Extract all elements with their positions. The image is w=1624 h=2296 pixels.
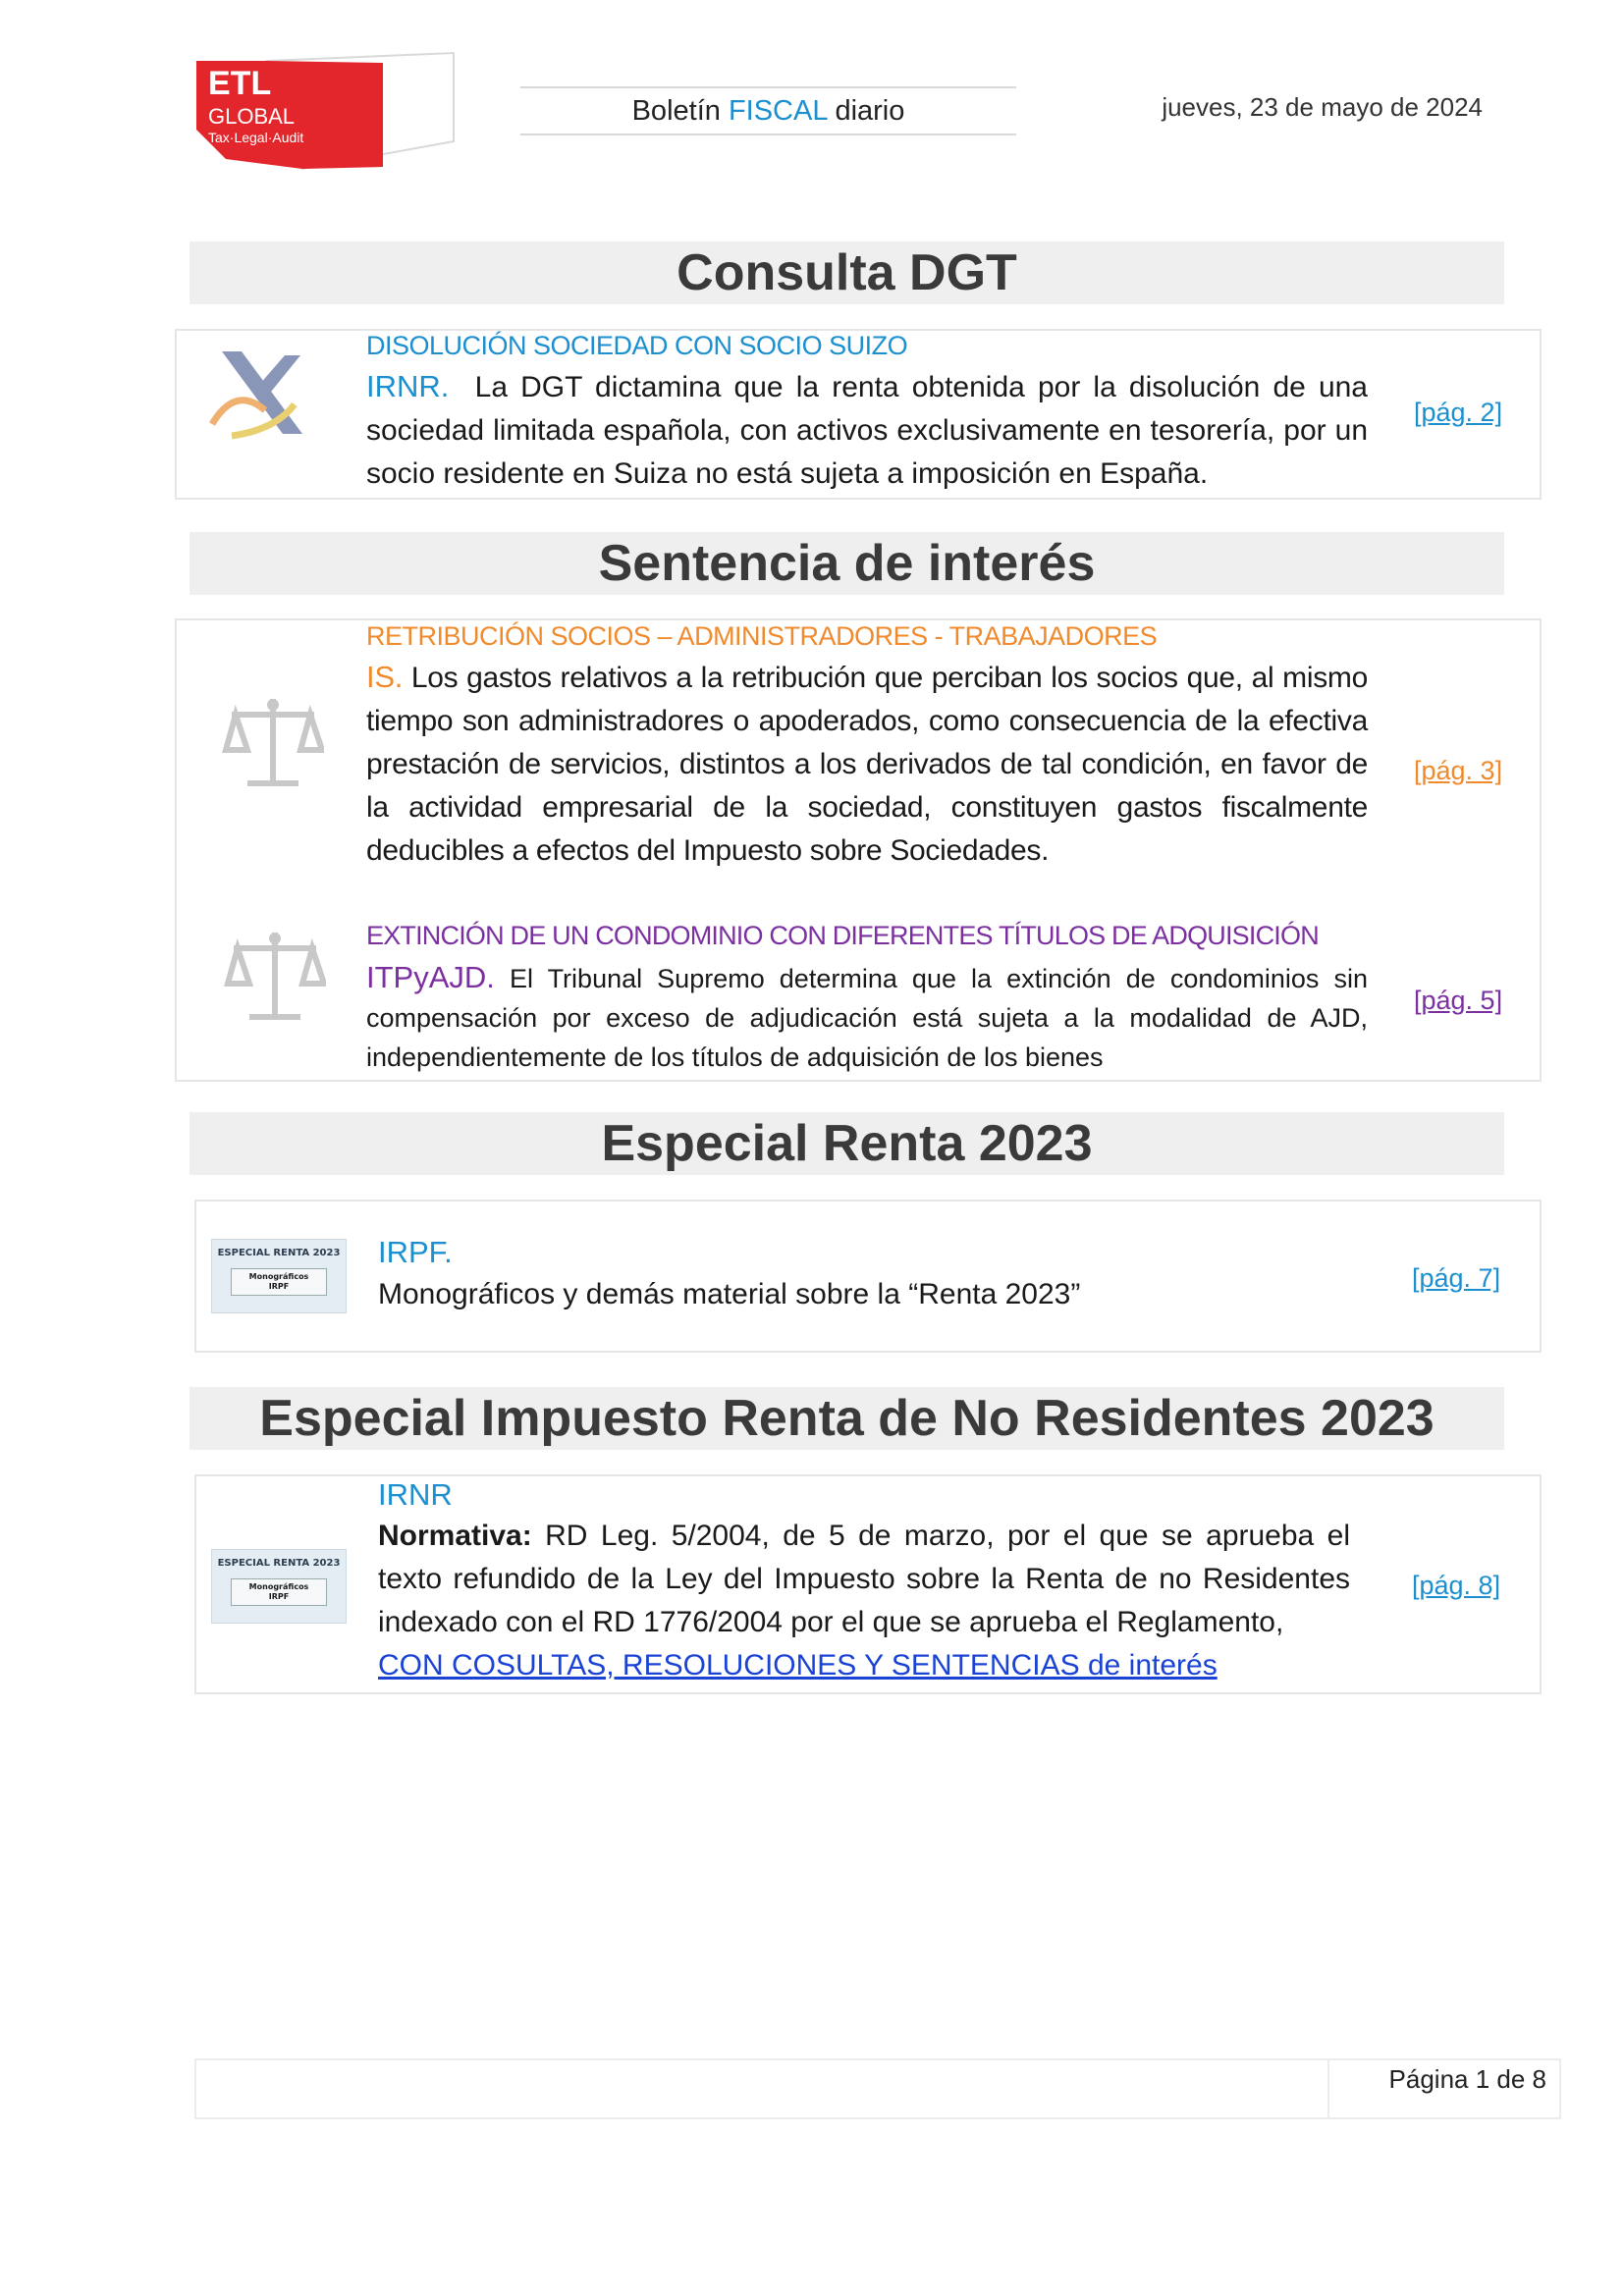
consulta-paragraph [366, 365, 1368, 496]
renta-thumbnail[interactable] [211, 1239, 347, 1313]
sentencia-2-kicker: EXTINCIÓN DE UN CONDOMINIO CON DIFERENTES TÍTULOS DE ADQUISICIÓN [366, 921, 1319, 950]
sentencia-2-page-link[interactable]: [pág. 5] [1414, 986, 1503, 1015]
renta-thumb-badge [231, 1268, 327, 1296]
section-banner-renta: Especial Renta 2023 [189, 1112, 1504, 1175]
section-banner-irnr: Especial Impuesto Renta de No Residentes 2023 [189, 1387, 1504, 1450]
title-part-1: Boletín [631, 95, 729, 127]
consulta-page-link[interactable]: [pág. 2] [1414, 398, 1503, 427]
consulta-tag: IRNR. [366, 369, 450, 403]
scales-icon [224, 927, 326, 1029]
etl-global-logo [196, 51, 461, 173]
title-part-3: diario [827, 95, 905, 127]
renta-thumb-title: ESPECIAL RENTA 2023 [217, 1248, 341, 1258]
irnr-paragraph [378, 1515, 1350, 1687]
renta-text: Monográficos y demás material sobre la “Renta 2023” [378, 1278, 1081, 1310]
logo-text-sub: Tax·Legal·Audit [208, 130, 304, 145]
aeat-logo-icon [206, 346, 308, 440]
renta-tag: IRPF. [378, 1235, 453, 1269]
page-number: Página 1 de 8 [1388, 2064, 1546, 2094]
irnr-thumb-badge [231, 1578, 327, 1606]
section-banner-consulta: Consulta DGT [189, 241, 1504, 304]
sentencia-2-text: El Tribunal Supremo determina que la extinción de condominios sin compensación por exceso de adjudicación está sujeta a la modalidad de AJD, independientemente de los títulos de adquisición de los bienes [366, 964, 1368, 1072]
sentencia-2-paragraph [366, 958, 1368, 1077]
irnr-tag: IRNR [378, 1477, 453, 1512]
sentencia-1-tag: IS. [366, 660, 404, 694]
irnr-label: Normativa: [378, 1520, 532, 1552]
irnr-page-link[interactable]: [pág. 8] [1412, 1571, 1501, 1600]
footer-divider [1327, 2058, 1329, 2119]
section-banner-sentencia: Sentencia de interés [189, 532, 1504, 595]
logo-text-top: ETL [208, 65, 272, 102]
renta-page-link[interactable]: [pág. 7] [1412, 1263, 1501, 1293]
bulletin-date: jueves, 23 de mayo de 2024 [1162, 92, 1483, 122]
bulletin-title [520, 86, 1016, 135]
sentencia-1-text: Los gastos relativos a la retribución que perciban los socios que, al mismo tiempo son administradores o apoderados, como consecuencia de la efectiva prestación de servicios, distintos a los derivados de tal condición, en favor de la actividad empresarial de la sociedad, constituyen gastos fiscalmente deducibles a efectos del Impuesto sobre Sociedades. [366, 662, 1368, 867]
title-part-fiscal: FISCAL [728, 95, 828, 127]
irnr-text: RD Leg. 5/2004, de 5 de marzo, por el que se aprueba el texto refundido de la Ley del Impuesto sobre la Renta de no Residentes indexado con el RD 1776/2004 por el que se aprueba el Reglamento, [378, 1520, 1350, 1638]
renta-card [194, 1200, 1542, 1353]
renta-thumb-sub1: Monográficos [248, 1272, 309, 1281]
sentencia-1-page-link[interactable]: [pág. 3] [1414, 756, 1503, 785]
scales-icon [222, 693, 324, 795]
sentencia-2-tag: ITPyAJD. [366, 960, 495, 994]
irnr-thumb-sub2: IRPF [268, 1592, 290, 1601]
irnr-thumbnail[interactable] [211, 1549, 347, 1624]
renta-thumb-sub2: IRPF [268, 1282, 290, 1291]
irnr-thumb-title: ESPECIAL RENTA 2023 [217, 1558, 341, 1569]
sentencia-1-paragraph [366, 656, 1368, 873]
irnr-thumb-sub1: Monográficos [248, 1582, 309, 1591]
logo-text-mid: GLOBAL [208, 104, 296, 129]
sentencia-1-kicker: RETRIBUCIÓN SOCIOS – ADMINISTRADORES - TRABAJADORES [366, 621, 1158, 651]
irnr-resources-link[interactable]: CON COSULTAS, RESOLUCIONES Y SENTENCIAS de interés [378, 1649, 1218, 1682]
consulta-text: La DGT dictamina que la renta obtenida por la disolución de una sociedad limitada española, con activos exclusivamente en tesorería, por un socio residente en Suiza no está sujeta a imposición en España. [366, 371, 1368, 490]
consulta-kicker: DISOLUCIÓN SOCIEDAD CON SOCIO SUIZO [366, 331, 908, 360]
